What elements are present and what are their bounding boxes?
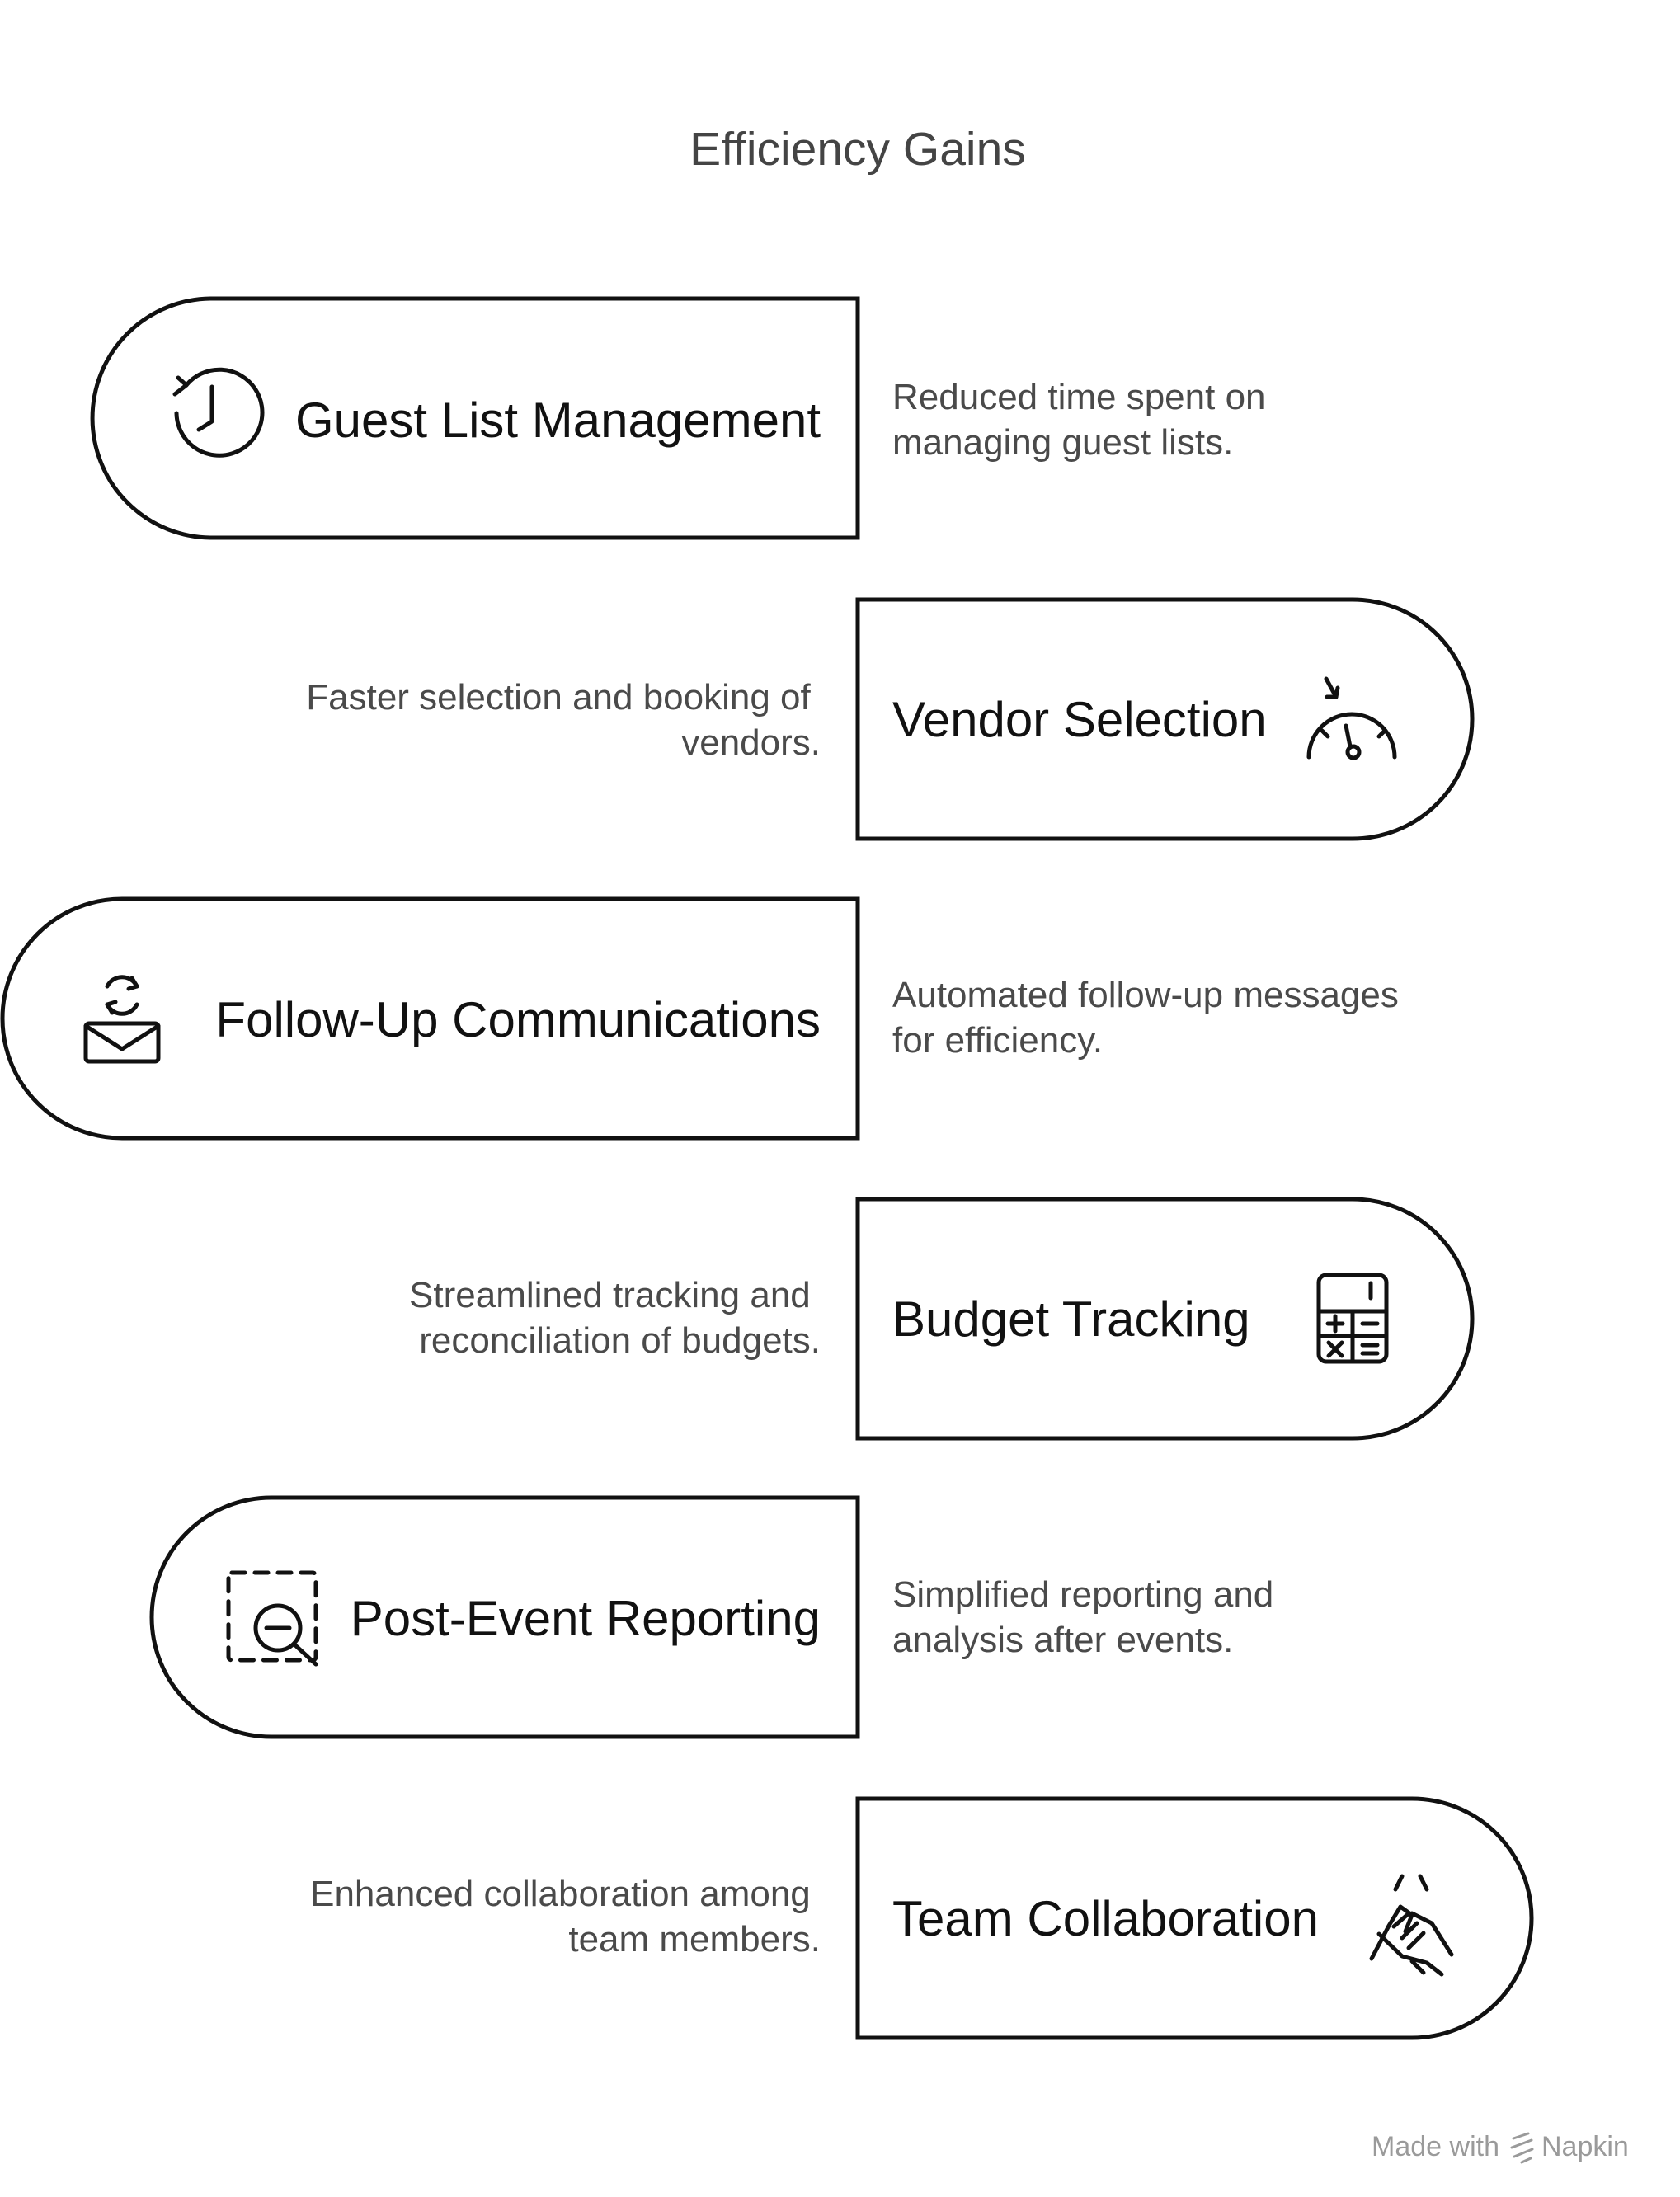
follow-up-description: Automated follow-up messages for efficiency.	[892, 975, 1399, 1061]
team-collaboration-description: Enhanced collaboration among team members.	[310, 1874, 821, 1959]
row-team-collaboration	[310, 1799, 1532, 2038]
budget-tracking-description: Streamlined tracking and reconciliation of budgets.	[409, 1275, 821, 1361]
footer-made-with: Made with	[1372, 2131, 1499, 2162]
guest-list-label: Guest List Management	[294, 393, 821, 448]
row-guest-list-management	[92, 299, 1276, 538]
follow-up-label: Follow-Up Communications	[215, 992, 821, 1047]
row-vendor-selection	[306, 600, 1472, 839]
guest-list-description: Reduced time spent on managing guest lists.	[892, 377, 1266, 463]
diagram-title: Efficiency Gains	[689, 123, 1026, 176]
post-event-description: Simplified reporting and analysis after events.	[892, 1574, 1274, 1660]
row-follow-up-communications	[2, 899, 1409, 1138]
napkin-logo-icon	[1512, 2133, 1532, 2162]
budget-tracking-label: Budget Tracking	[892, 1291, 1250, 1347]
team-collaboration-label: Team Collaboration	[892, 1891, 1319, 1946]
row-budget-tracking	[409, 1199, 1472, 1438]
row-post-event-reporting	[152, 1498, 1284, 1737]
footer-brand: Napkin	[1541, 2131, 1629, 2162]
footer-made-with-napkin	[1372, 2131, 1629, 2162]
vendor-selection-description: Faster selection and booking of vendors.	[306, 677, 821, 763]
post-event-label: Post-Event Reporting	[350, 1591, 821, 1646]
vendor-selection-label: Vendor Selection	[892, 692, 1267, 747]
